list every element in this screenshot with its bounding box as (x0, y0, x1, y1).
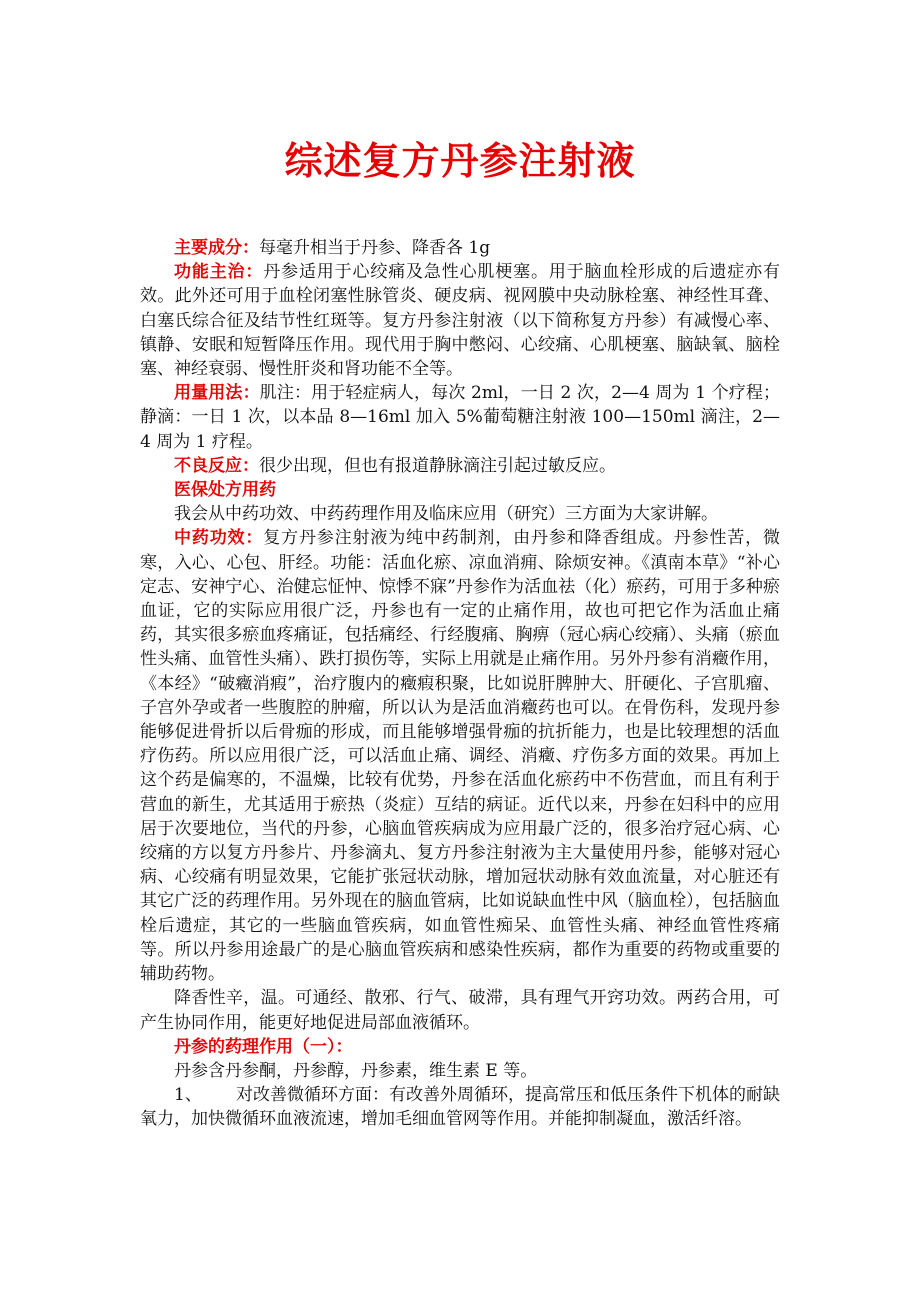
section-text: 丹参含丹参酮，丹参醇，丹参素，维生素 E 等。 (174, 1060, 538, 1081)
item-number: 1、 (174, 1085, 202, 1106)
section-label: 用量用法： (174, 383, 260, 404)
section-label: 功能主治： (174, 262, 264, 283)
section-text: 复方丹参注射液为纯中药制剂，由丹参和降香组成。丹参性苦，微寒，入心、心包、肝经。功能：活血化瘀、凉血消痈、除烦安神。《滇南本草》“补心定志、安神宁心、治健忘怔忡、惊悸不寐”丹参作为活血祛（化）瘀药，可用于多种瘀血证，它的实际应用很广泛，丹参也有一定的止痛作用，故也可把它作为活血止痛药，其实很多瘀血疼痛证，包括痛经、行经腹痛、胸痹（冠心病心绞痛）、头痛（瘀血性头痛、血管性头痛）、跌打损伤等，实际上用就是止痛作用。另外丹参有消癥作用，《本经》“破癥消瘕”，治疗腹内的癥瘕积聚，比如说肝脾肿大、肝硬化、子宫肌瘤、子宫外孕或者一些腹腔的肿瘤，所以认为是活血消癥药也可以。在骨伤科，发现丹参能够促进骨折以后骨痂的形成，而且能够增强骨痂的抗折能力，也是比较理想的活血疗伤药。所以应用很广泛，可以活血止痛、调经、消癥、疗伤多方面的效果。再加上这个药是偏寒的，不温燥，比较有优势，丹参在活血化瘀药中不伤营血，而且有利于营血的新生，尤其适用于瘀热（炎症）互结的病证。近代以来，丹参在妇科中的应用居于次要地位，当代的丹参，心脑血管疾病成为应用最广泛的，很多治疗冠心病、心绞痛的方以复方丹参片、丹参滴丸、复方丹参注射液为主大量使用丹参，能够对冠心病、心绞痛有明显效果，它能扩张冠状动脉，增加冠状动脉有效血流量，对心脏还有其它广泛的药理作用。另外现在的脑血管病，比如说缺血性中风（脑血栓），包括脑血栓后遗症，其它的一些脑血管疾病，如血管性痴呆、血管性头痛、神经血管性疼痛等。所以丹参用途最广的是心脑血管疾病和感染性疾病，都作为重要的药物或重要的辅助药物。 (140, 528, 781, 985)
document-page (140, 0, 780, 1132)
section-ingredients (140, 236, 780, 260)
section-pharmacology (140, 1035, 780, 1059)
section-insurance (140, 478, 780, 502)
section-efficacy (140, 526, 780, 986)
section-indications (140, 260, 780, 381)
paragraph-jiangxiang (140, 986, 780, 1034)
numbered-item (140, 1083, 780, 1131)
item-text: 对改善微循环方面：有改善外周循环，提高常压和低压条件下机体的耐缺氧力，加快微循环血液流速，增加毛细血管网等作用。并能抑制凝血，激活纤溶。 (140, 1085, 780, 1130)
section-label: 不良反应： (174, 455, 259, 476)
section-text: 我会从中药功效、中药药理作用及临床应用（研究）三方面为大家讲解。 (174, 504, 718, 525)
section-text: 丹参适用于心绞痛及急性心肌梗塞。用于脑血栓形成的后遗症亦有效。此外还可用于血栓闭塞性脉管炎、硬皮病、视网膜中央动脉栓塞、神经性耳聋、白塞氏综合征及结节性红斑等。复方丹参注射液（以下简称复方丹参）有减慢心率、镇静、安眠和短暂降压作用。现代用于胸中憋闷、心绞痛、心肌梗塞、脑缺氧、脑栓塞、神经衰弱、慢性肝炎和肾功能不全等。 (140, 262, 781, 380)
section-label: 中药功效： (174, 528, 264, 549)
document-title: 综述复方丹参注射液 (284, 138, 636, 183)
section-dosage (140, 381, 780, 454)
document-body (140, 236, 780, 1132)
paragraph-components (140, 1059, 780, 1083)
section-text: 肌注：用于轻症病人，每次 2ml，一日 2 次，2—4 周为 1 个疗程；静滴：一日 1 次，以本品 8—16ml 加入 5%葡萄糖注射液 100—150ml 滴注，2—4 周为 1 疗程。 (140, 383, 781, 452)
section-label: 丹参的药理作用（一）： (174, 1036, 353, 1057)
section-text: 每毫升相当于丹参、降香各 1g (259, 238, 491, 258)
section-text: 很少出现，但也有报道静脉滴注引起过敏反应。 (259, 455, 616, 476)
section-text: 降香性辛，温。可通经、散邪、行气、破滞，具有理气开窍功效。两药合用，可产生协同作用，能更好地促进局部血液循环。 (140, 988, 780, 1033)
section-adverse-reactions (140, 454, 780, 478)
paragraph-intro (140, 502, 780, 526)
section-label: 主要成分： (174, 238, 259, 258)
section-label: 医保处方用药 (174, 480, 276, 501)
